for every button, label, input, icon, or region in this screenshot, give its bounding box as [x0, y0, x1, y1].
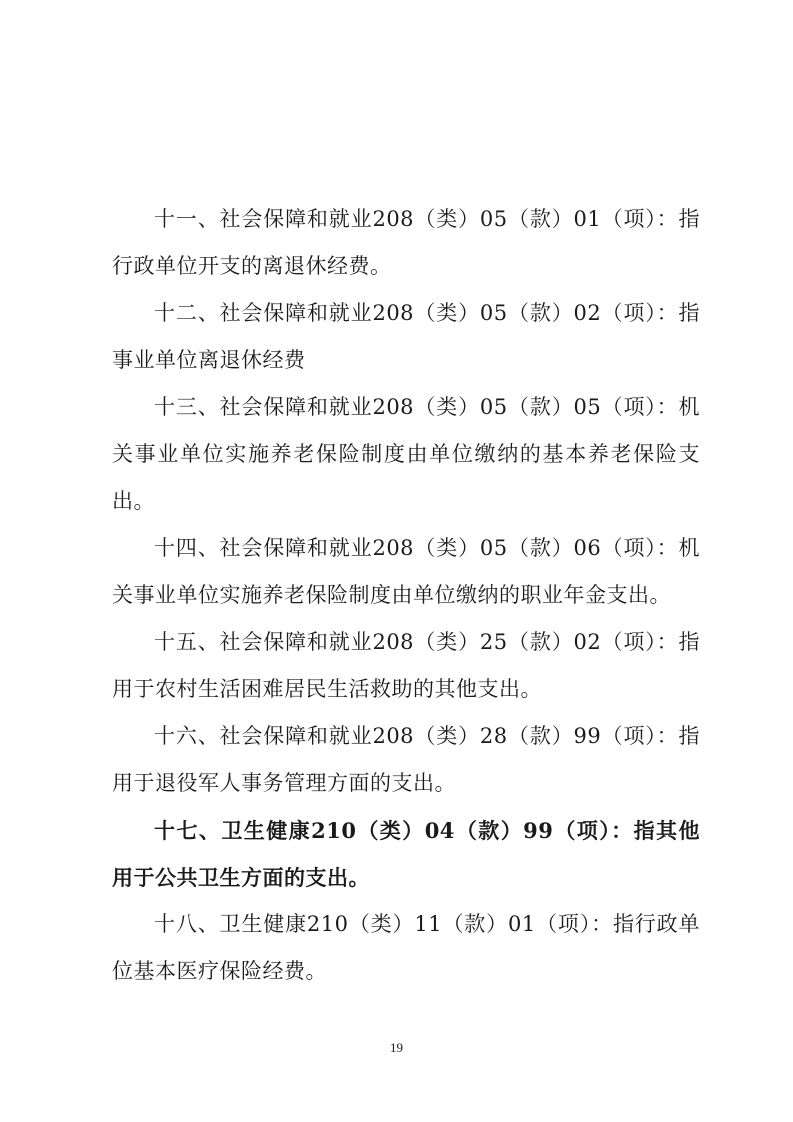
paragraph-17: 十七、卫生健康210（类）04（款）99（项）：指其他用于公共卫生方面的支出。	[112, 818, 700, 890]
page-number: 19	[390, 1040, 403, 1055]
paragraph-14: 十四、社会保障和就业208（类）05（款）06（项）：机关事业单位实施养老保险制度由单位缴纳的职业年金支出。	[112, 536, 700, 607]
document-body	[112, 196, 700, 995]
paragraph-12: 十二、社会保障和就业208（类）05（款）02（项）：指事业单位离退休经费	[112, 301, 700, 372]
paragraph-11: 十一、社会保障和就业208（类）05（款）01（项）：指行政单位开支的离退休经费。	[112, 207, 700, 278]
paragraph-16: 十六、社会保障和就业208（类）28（款）99（项）：指用于退役军人事务管理方面的支出。	[112, 724, 700, 795]
paragraph-18: 十八、卫生健康210（类）11（款）01（项）：指行政单位基本医疗保险经费。	[112, 912, 700, 983]
paragraph-15: 十五、社会保障和就业208（类）25（款）02（项）：指用于农村生活困难居民生活救助的其他支出。	[112, 630, 700, 701]
paragraph-13: 十三、社会保障和就业208（类）05（款）05（项）：机关事业单位实施养老保险制度由单位缴纳的基本养老保险支出。	[112, 395, 700, 513]
